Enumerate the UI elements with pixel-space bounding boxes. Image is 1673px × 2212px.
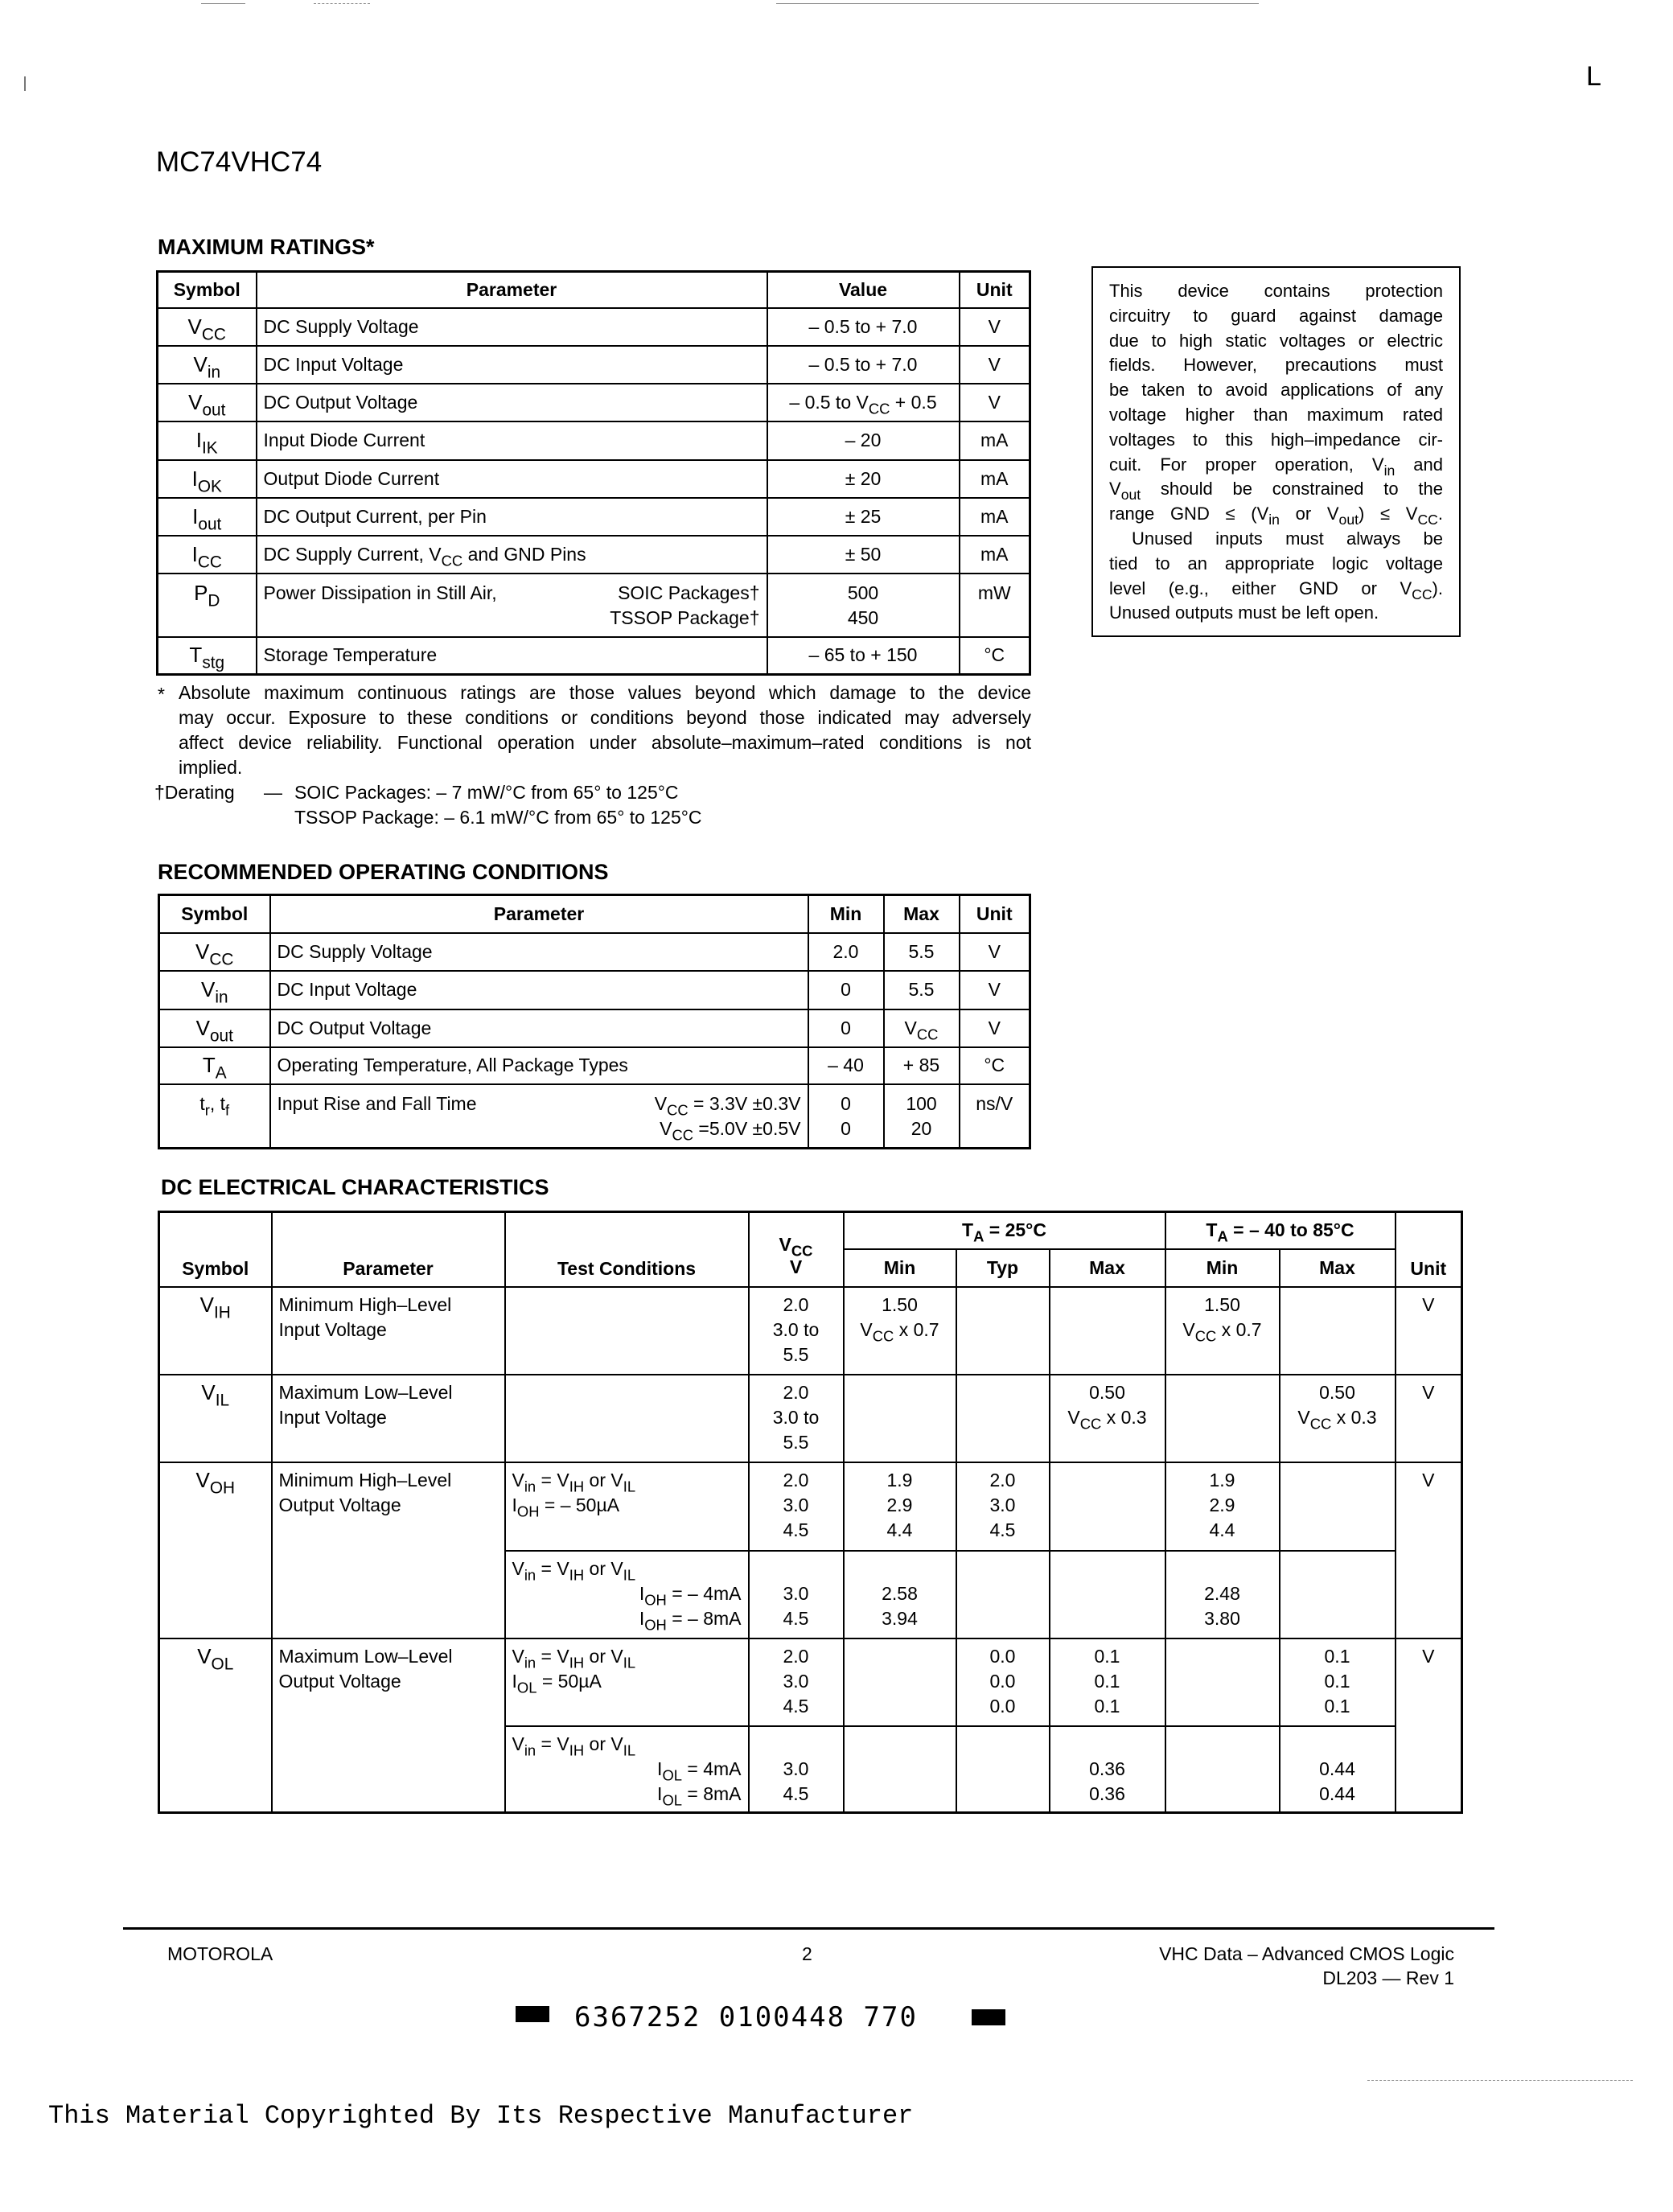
unit: mA [960, 421, 1030, 460]
unit: V [1396, 1638, 1462, 1813]
min-25c [844, 1375, 956, 1462]
dc-characteristics-title: DC ELECTRICAL CHARACTERISTICS [161, 1175, 549, 1199]
max-range [1280, 1462, 1396, 1551]
value: ± 50 [767, 536, 960, 574]
min-range: 1.9 2.9 4.4 [1165, 1462, 1280, 1551]
unit: mA [960, 498, 1030, 536]
value: – 0.5 to + 7.0 [767, 308, 960, 346]
parameter: Input Rise and Fall Time $V_{CC} = 3.3V \pm 0.3V$ $V_{CC} =5.0V \pm 0.5V$ [270, 1084, 808, 1149]
footnote: Absolute maximum continuous ratings are those values beyond which damage to the device may occur. Exposure to these conditions or conditions beyond those indicated may adversely affect device reliability. Functional operation under absolute–maximum–rated conditions is not implied. [179, 682, 1031, 778]
page-number: 2 [802, 1943, 812, 1964]
unit: mA [960, 536, 1030, 574]
min-25c [844, 1638, 956, 1726]
symbol: $I_{out}$ [158, 498, 257, 536]
symbol: $V_{CC}$ [158, 308, 257, 346]
unit: V [960, 1009, 1030, 1047]
max-range [1280, 1551, 1396, 1638]
test-conditions [505, 1287, 749, 1375]
parameter: DC Input Voltage [270, 971, 808, 1009]
typ-25c: 0.0 0.0 0.0 [956, 1638, 1050, 1726]
max-ratings-title: MAXIMUM RATINGS* [158, 235, 375, 259]
parameter: Maximum Low–Level Output Voltage [272, 1638, 505, 1813]
parameter: Maximum Low–Level Input Voltage [272, 1375, 505, 1462]
max-25c [1050, 1462, 1165, 1551]
parameter: Minimum High–Level Input Voltage [272, 1287, 505, 1375]
col-header: Unit [1396, 1212, 1462, 1287]
rec-conditions-title: RECOMMENDED OPERATING CONDITIONS [158, 860, 609, 884]
derating-tssop: TSSOP Package: – 6.1 mW/°C from 65° to 125°C [294, 807, 702, 828]
max: 100 20 [884, 1084, 960, 1149]
parameter: DC Supply Current, $V_{CC}$ and GND Pins [257, 536, 767, 574]
footnote-mark: * [158, 684, 165, 705]
col-header: Value [767, 272, 960, 308]
barcode-number: 6367252 0100448 770 [574, 2001, 918, 2033]
unit: ns/V [960, 1084, 1030, 1149]
parameter: DC Output Current, per Pin [257, 498, 767, 536]
col-header: Parameter [257, 272, 767, 308]
symbol: $V_{in}$ [159, 971, 270, 1009]
col-header: $V_{CC}$ V [749, 1212, 844, 1287]
symbol: $I_{CC}$ [158, 536, 257, 574]
value: – 0.5 to $V_{CC} + 0.5$ [767, 384, 960, 421]
unit: mA [960, 460, 1030, 498]
barcode-block-right [972, 2009, 1005, 2025]
table-row [159, 1462, 1462, 1551]
vcc: 2.0 3.0 to 5.5 [749, 1375, 844, 1462]
corner-mark: L [1586, 61, 1601, 92]
table-row [158, 384, 1030, 421]
col-header: Parameter [270, 895, 808, 933]
table-row [159, 933, 1030, 971]
symbol: $V_{IH}$ [159, 1287, 272, 1375]
table-row [159, 1047, 1030, 1084]
min-range [1165, 1638, 1280, 1726]
parameter: Storage Temperature [257, 637, 767, 675]
min: 0 [808, 1009, 884, 1047]
max: $V_{CC}$ [884, 1009, 960, 1047]
test-conditions [505, 1375, 749, 1462]
min: 0 0 [808, 1084, 884, 1149]
col-header: Symbol [159, 895, 270, 933]
min-range [1165, 1726, 1280, 1813]
footer-book-title: VHC Data – Advanced CMOS Logic [1159, 1943, 1454, 1964]
min-range: 2.48 3.80 [1165, 1551, 1280, 1638]
max-ratings-table [156, 270, 1031, 676]
vcc: 3.0 4.5 [749, 1551, 844, 1638]
vcc: 2.0 3.0 to 5.5 [749, 1287, 844, 1375]
symbol: $T_{stg}$ [158, 637, 257, 675]
table-row [159, 1084, 1030, 1149]
value: 500 450 [767, 574, 960, 637]
col-header: Test Conditions [505, 1212, 749, 1287]
symbol: $V_{CC}$ [159, 933, 270, 971]
max-range: 0.44 0.44 [1280, 1726, 1396, 1813]
symbol: $V_{out}$ [158, 384, 257, 421]
unit: V [960, 308, 1030, 346]
parameter: Output Diode Current [257, 460, 767, 498]
symbol: $V_{OH}$ [159, 1462, 272, 1638]
value: – 65 to + 150 [767, 637, 960, 675]
max-25c: 0.1 0.1 0.1 [1050, 1638, 1165, 1726]
test-conditions: $V_{in} = V_{IH}$ or $V_{IL}$ $I_{OL} = 4mA$ $I_{OL} = 8mA$ [505, 1726, 749, 1813]
parameter: DC Output Voltage [270, 1009, 808, 1047]
min-range [1165, 1375, 1280, 1462]
vcc: 2.0 3.0 4.5 [749, 1462, 844, 1551]
max: 5.5 [884, 971, 960, 1009]
table-row [158, 498, 1030, 536]
unit: V [960, 384, 1030, 421]
scan-mark [776, 3, 1259, 4]
value: ± 25 [767, 498, 960, 536]
min-25c [844, 1726, 956, 1813]
col-header: Min [844, 1249, 956, 1287]
symbol: $I_{OK}$ [158, 460, 257, 498]
min-range: 1.50 $V_{CC}$ x 0.7 [1165, 1287, 1280, 1375]
col-header: Max [1050, 1249, 1165, 1287]
derating-soic: SOIC Packages: – 7 mW/°C from 65° to 125°C [294, 782, 679, 803]
parameter: Input Diode Current [257, 421, 767, 460]
dc-characteristics-table [158, 1211, 1463, 1814]
unit: mW [960, 574, 1030, 637]
max: + 85 [884, 1047, 960, 1084]
min-25c: 1.50 $V_{CC}$ x 0.7 [844, 1287, 956, 1375]
unit: V [1396, 1462, 1462, 1638]
table-row [159, 971, 1030, 1009]
test-conditions: $V_{in} = V_{IH}$ or $V_{IL}$ $I_{OL} = 50\mu A$ [505, 1638, 749, 1726]
max-25c: 0.50 $V_{CC}$ x 0.3 [1050, 1375, 1165, 1462]
typ-25c [956, 1287, 1050, 1375]
max-25c [1050, 1287, 1165, 1375]
unit: V [1396, 1375, 1462, 1462]
table-row [158, 308, 1030, 346]
max-range: 0.50 $V_{CC}$ x 0.3 [1280, 1375, 1396, 1462]
derating-label: †Derating [154, 782, 235, 803]
parameter: Minimum High–Level Output Voltage [272, 1462, 505, 1638]
test-conditions: $V_{in} = V_{IH}$ or $V_{IL}$ $I_{OH}$ = – 50µA [505, 1462, 749, 1551]
footer-rule [123, 1927, 1494, 1930]
value: – 20 [767, 421, 960, 460]
table-row [158, 536, 1030, 574]
unit: °C [960, 637, 1030, 675]
symbol: $V_{OL}$ [159, 1638, 272, 1813]
part-number: MC74VHC74 [156, 146, 323, 178]
min: 0 [808, 971, 884, 1009]
col-header: Symbol [158, 272, 257, 308]
parameter: DC Output Voltage [257, 384, 767, 421]
parameter: DC Supply Voltage [270, 933, 808, 971]
max-25c [1050, 1551, 1165, 1638]
symbol: $P_D$ [158, 574, 257, 637]
col-header: Unit [960, 895, 1030, 933]
unit: °C [960, 1047, 1030, 1084]
min-25c: 1.9 2.9 4.4 [844, 1462, 956, 1551]
symbol: $T_A$ [159, 1047, 270, 1084]
table-row [159, 1287, 1462, 1375]
table-row [158, 637, 1030, 675]
col-header: Symbol [159, 1212, 272, 1287]
parameter: Operating Temperature, All Package Types [270, 1047, 808, 1084]
min: – 40 [808, 1047, 884, 1084]
symbol: $V_{out}$ [159, 1009, 270, 1047]
symbol: $V_{IL}$ [159, 1375, 272, 1462]
footer-brand: MOTOROLA [167, 1943, 273, 1964]
test-conditions: $V_{in} = V_{IH}$ or $V_{IL}$ $I_{OH}$ = – 4mA $I_{OH}$ = – 8mA [505, 1551, 749, 1638]
typ-25c [956, 1551, 1050, 1638]
unit: V [960, 971, 1030, 1009]
col-header: Parameter [272, 1212, 505, 1287]
unit: V [960, 346, 1030, 384]
typ-25c [956, 1375, 1050, 1462]
value: ± 20 [767, 460, 960, 498]
col-header: Unit [960, 272, 1030, 308]
col-header: $T_A$ = – 40 to 85°C [1165, 1212, 1396, 1249]
footer-doc-rev: DL203 — Rev 1 [1322, 1967, 1454, 1988]
protection-note: This device contains protection circuitry to guard against damage due to high static voltages or electric fields. However, precautions must be taken to avoid applications of any voltage higher than maximum rated voltages to this high–impedance cir- cuit. For proper operation, $V_{in}$ and $V_{out}$ should be constrained to the range GND ≤ ($V_{in}$ or $V_{out}) \le V_{CC}$. Unused inputs must always be tied to an appropriate logic voltage level (e.g., either GND or $V_{CC}$). Unused outputs must be left open. [1091, 266, 1461, 637]
scan-mark [1367, 2080, 1633, 2081]
max: 5.5 [884, 933, 960, 971]
max-range: 0.1 0.1 0.1 [1280, 1638, 1396, 1726]
table-row [158, 460, 1030, 498]
table-row [159, 1638, 1462, 1726]
scan-mark [201, 3, 245, 4]
table-row [159, 1375, 1462, 1462]
min-25c: 2.58 3.94 [844, 1551, 956, 1638]
table-row [158, 346, 1030, 384]
scan-mark [314, 3, 370, 4]
scan-mark [24, 76, 26, 91]
min: 2.0 [808, 933, 884, 971]
vcc: 2.0 3.0 4.5 [749, 1638, 844, 1726]
col-header: Typ [956, 1249, 1050, 1287]
copyright-notice: This Material Copyrighted By Its Respective Manufacturer [48, 2101, 914, 2131]
parameter: DC Supply Voltage [257, 308, 767, 346]
max-range [1280, 1287, 1396, 1375]
col-header: Min [1165, 1249, 1280, 1287]
unit: V [960, 933, 1030, 971]
table-row [158, 421, 1030, 460]
rec-conditions-table [158, 894, 1031, 1149]
col-header: $T_A = 25^\circ C$ [844, 1212, 1165, 1249]
table-row [159, 1009, 1030, 1047]
barcode-block-left [516, 2006, 549, 2022]
vcc: 3.0 4.5 [749, 1726, 844, 1813]
derating-dash: — [264, 782, 282, 803]
col-header: Min [808, 895, 884, 933]
table-row [158, 574, 1030, 637]
parameter: DC Input Voltage [257, 346, 767, 384]
typ-25c [956, 1726, 1050, 1813]
max-25c: 0.36 0.36 [1050, 1726, 1165, 1813]
unit: V [1396, 1287, 1462, 1375]
symbol: $I_{IK}$ [158, 421, 257, 460]
symbol: $V_{in}$ [158, 346, 257, 384]
col-header: Max [884, 895, 960, 933]
parameter: Power Dissipation in Still Air, SOIC Packages† TSSOP Package† [257, 574, 767, 637]
symbol: $t_r$, $t_f$ [159, 1084, 270, 1149]
col-header: Max [1280, 1249, 1396, 1287]
value: – 0.5 to + 7.0 [767, 346, 960, 384]
typ-25c: 2.0 3.0 4.5 [956, 1462, 1050, 1551]
